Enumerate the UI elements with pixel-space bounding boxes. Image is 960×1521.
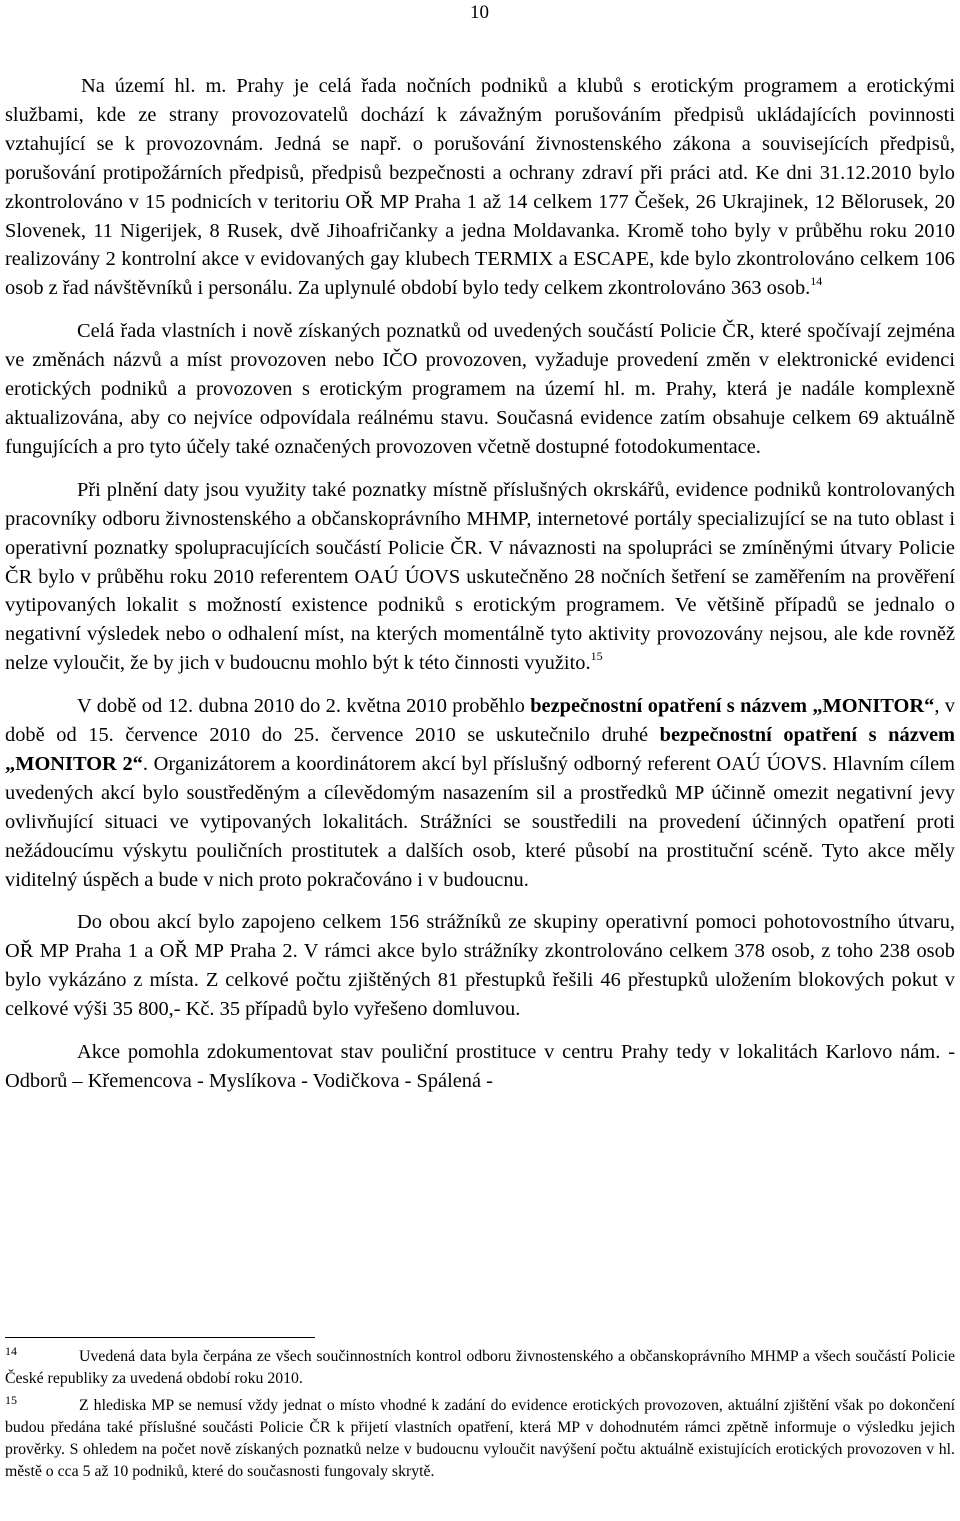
footnote-number: 15: [5, 1392, 17, 1407]
footnote-number: 14: [5, 1344, 17, 1358]
footnote-15: [5, 1392, 955, 1484]
paragraph-4-text-a: V době od 12. dubna 2010 do 2. května 2010 proběhlo: [77, 695, 531, 718]
paragraph-4: [5, 692, 955, 894]
paragraph-1-text: Na území hl. m. Prahy je celá řada nočních podniků a klubů s erotickým programem a erotickými službami, kde ze strany provozovatelů dochází k závažným porušováním předpisů ukládajících povinnosti vztahující se k provozovnám. Jedná se např. o porušování živnostenského zákona a souvisejících předpisů, porušování protipožárních předpisů, předpisů bezpečnosti a ochrany zdraví při práci atd. Ke dni 31.12.2010 bylo zkontrolováno v 15 podnicích v teritoriu OŘ MP Praha 1 až 14 celkem 177 Češek, 26 Ukrajinek, 12 Bělorusek, 20 Slovenek, 11 Nigerijek, 8 Rusek, dvě Jihoafričanky a jedna Moldavanka. Kromě toho byly v průběhu roku 2010 realizovány 2 kontrolní akce v evidovaných gay klubech TERMIX a ESCAPE, kde bylo zkontrolováno celkem 106 osob z řad návštěvníků i personálu. Za uplynulé období bylo tedy celkem zkontrolováno 363 osob.: [5, 75, 955, 300]
footnote-separator: [5, 1337, 315, 1338]
paragraph-6-text: Akce pomohla zdokumentovat stav pouliční prostituce v centru Prahy tedy v lokalitách Karlovo nám. - Odborů – Křemencova - Myslíkova - Vodičkova - Spálená -: [5, 1041, 955, 1092]
monitor-operation-name: bezpečnostní opatření s názvem „MONITOR“: [530, 695, 935, 718]
paragraph-4-text-c: , v době od 15. července 2010 do 25. července 2010 se uskutečnilo druhé: [5, 695, 956, 747]
footnote-text: Z hlediska MP se nemusí vždy jednat o místo vhodné k zadání do evidence erotických provozoven, aktuální zjištění však po dokončení budou předána také příslušné součásti Policie ČR k přijetí vlastních opatření, která MP v dohodnutém rámci zpětně informuje o výsledku jejich prověrky. S ohledem na počet nově získaných poznatků nelze v budoucnu vyloučit navýšení počtu aktuálně existujících erotických provozoven v hl. městě o cca 5 až 10 podniků, které do současnosti fungovaly skrytě.: [5, 1396, 955, 1481]
footnote-ref-14[interactable]: 14: [810, 274, 823, 289]
paragraph-5-text: Do obou akcí bylo zapojeno celkem 156 strážníků ze skupiny operativní pomoci pohotovostního útvaru, OŘ MP Praha 1 a OŘ MP Praha 2. V rámci akce bylo strážníky zkontrolováno celkem 378 osob, z toho 238 osob bylo vykázáno z místa. Z celkové počtu zjištěných 81 přestupků řešili 46 přestupků uložením blokových pokut v celkové výši 35 800,- Kč. 35 případů bylo vyřešeno domluvou.: [5, 911, 955, 1021]
footnote-14: [5, 1346, 955, 1391]
page-number: 10: [470, 2, 489, 23]
paragraph-1: [5, 72, 955, 303]
footnote-text: Uvedená data byla čerpána ze všech součinnostních kontrol odboru živnostenského a občanskoprávního MHMP a všech součástí Policie České republiky za uvedená období roku 2010.: [5, 1348, 955, 1388]
paragraph-2: [5, 317, 955, 462]
paragraph-3: [5, 476, 955, 678]
paragraph-2-text: Celá řada vlastních i nově získaných poznatků od uvedených součástí Policie ČR, které spočívají zejména ve změnách názvů a míst provozoven nebo IČO provozoven, vyžaduje provedení změn v elektronické evidenci erotických podniků a provozoven s erotickým programem na území hl. m. Prahy, která je nadále komplexně aktualizována, aby co nejvíce odpovídala reálnému stavu. Současná evidence zatím obsahuje celkem 69 aktuálně fungujících a pro tyto účely také označených provozoven včetně dostupné fotodokumentace.: [5, 320, 955, 458]
paragraph-4-text-d: . Organizátorem a koordinátorem akcí byl příslušný odborný referent OAÚ ÚOVS. Hlavním cílem uvedených akcí bylo soustředěným a cílevědomým nasazením sil a prostředků MP účinně omezit negativní jevy ovlivňující situaci ve vytipovaných lokalitách. Strážníci se soustředili na provedení účinných opatření proti nežádoucímu výskytu pouličních prostitutek a dalších osob, které působí na prostituční scéně. Tyto akce měly viditelný úspěch a bude v nich proto pokračováno i v budoucnu.: [5, 752, 955, 891]
paragraph-6: [5, 1038, 955, 1096]
document-body: [5, 72, 955, 1096]
monitor-2-operation-name: bezpečnostní opatření s názvem „MONITOR 2“: [5, 724, 955, 775]
paragraph-5: [5, 908, 955, 1024]
footnotes: [5, 1346, 955, 1488]
paragraph-3-text: Při plnění daty jsou využity také poznatky místně příslušných okrskářů, evidence podniků kontrolovaných pracovníky odboru živnostenského a občanskoprávního MHMP, internetové portály specializující se na tuto oblast i operativní poznatky spolupracujících součástí Policie ČR. V návaznosti na spolupráci se zmíněnými útvary Policie ČR bylo v průběhu roku 2010 referentem OAÚ ÚOVS uskutečněno 28 nočních šetření se zaměřením na prověření vytipovaných lokalit s možností existence podniků s erotickým programem. Ve většině případů se jednalo o negativní výsledek nebo o odhalení míst, na kterých momentálně tyto aktivity provozovány nejsou, ale kde rovněž nelze vyloučit, že by jich v budoucnu mohlo být k této činnosti využito.: [5, 478, 955, 675]
footnote-ref-15[interactable]: 15: [590, 649, 603, 664]
